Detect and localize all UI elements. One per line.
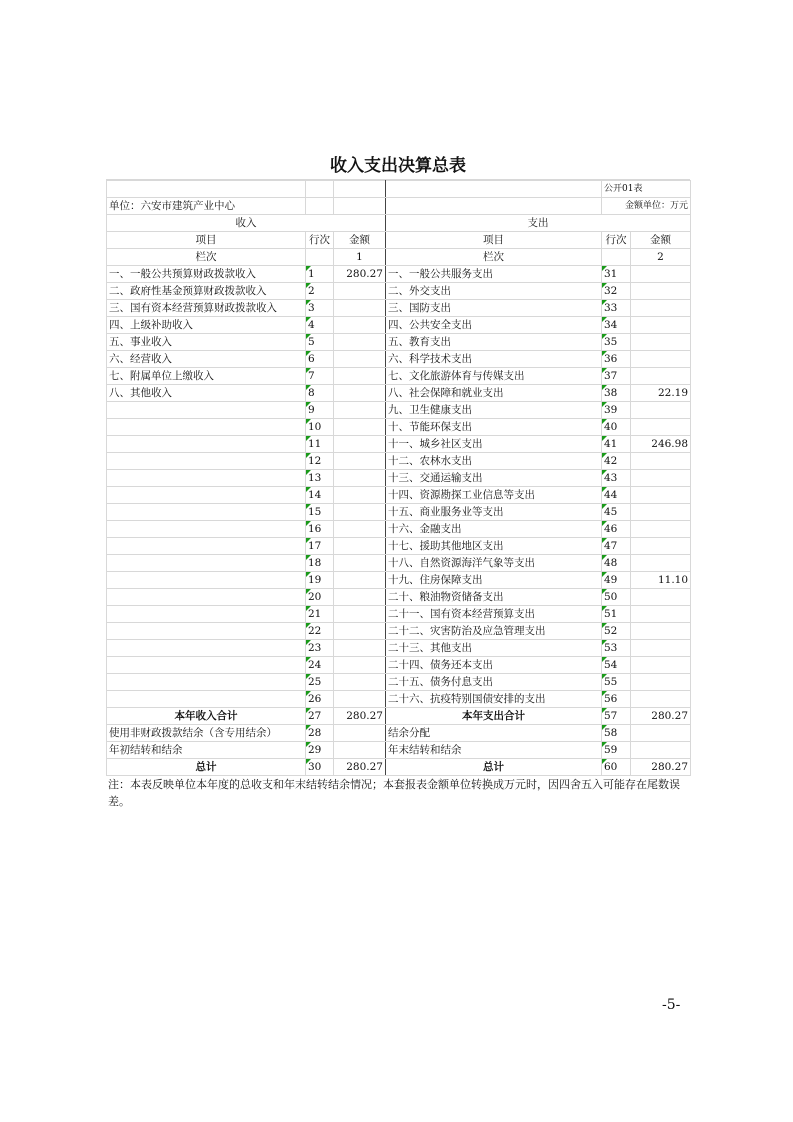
expense-amount	[631, 521, 691, 538]
expense-row-no: 36	[602, 351, 631, 368]
income-row-no: 11	[306, 436, 334, 453]
income-item	[107, 640, 306, 657]
income-row-no: 6	[306, 351, 334, 368]
table-row	[107, 572, 691, 589]
table-row	[107, 334, 691, 351]
expense-amount	[631, 368, 691, 385]
table-row	[107, 385, 691, 402]
expense-row-no: 40	[602, 419, 631, 436]
income-row-no: 24	[306, 657, 334, 674]
income-item: 六、经营收入	[107, 351, 306, 368]
table-row	[107, 521, 691, 538]
income-item	[107, 657, 306, 674]
expense-item: 三、国防支出	[386, 300, 602, 317]
expense-total-amount	[631, 725, 691, 742]
income-total-amount	[334, 742, 386, 759]
expense-amount	[631, 640, 691, 657]
income-amount	[334, 674, 386, 691]
expense-item: 十一、城乡社区支出	[386, 436, 602, 453]
income-item	[107, 623, 306, 640]
table-row	[107, 300, 691, 317]
expense-item: 六、科学技术支出	[386, 351, 602, 368]
income-amount	[334, 419, 386, 436]
expense-row-no: 39	[602, 402, 631, 419]
income-amount	[334, 317, 386, 334]
table-row	[107, 538, 691, 555]
expense-row-no: 47	[602, 538, 631, 555]
expense-item: 十八、自然资源海洋气象等支出	[386, 555, 602, 572]
expense-row-no: 50	[602, 589, 631, 606]
income-item	[107, 589, 306, 606]
expense-row-no-header: 行次	[602, 232, 631, 249]
expense-amount: 11.10	[631, 572, 691, 589]
expense-row-no: 37	[602, 368, 631, 385]
table-row	[107, 419, 691, 436]
income-row-no: 19	[306, 572, 334, 589]
income-amount	[334, 385, 386, 402]
total-row	[107, 759, 691, 776]
income-row-no: 12	[306, 453, 334, 470]
table-row	[107, 368, 691, 385]
income-row-no: 1	[306, 266, 334, 283]
expense-amount	[631, 674, 691, 691]
income-amount	[334, 351, 386, 368]
income-total-label: 本年收入合计	[107, 708, 306, 725]
income-total-label: 使用非财政拨款结余（含专用结余）	[107, 725, 306, 742]
total-row	[107, 725, 691, 742]
expense-item: 十、节能环保支出	[386, 419, 602, 436]
expense-amount	[631, 538, 691, 555]
form-code-row	[107, 181, 691, 198]
income-amount	[334, 436, 386, 453]
income-amount: 280.27	[334, 266, 386, 283]
column-index-row	[107, 249, 691, 266]
expense-amount	[631, 504, 691, 521]
table-row	[107, 487, 691, 504]
income-item	[107, 453, 306, 470]
income-row-no: 23	[306, 640, 334, 657]
income-amount	[334, 470, 386, 487]
unit-label: 单位：六安市建筑产业中心	[107, 198, 306, 215]
expense-row-no: 55	[602, 674, 631, 691]
income-row-no: 21	[306, 606, 334, 623]
income-amount	[334, 606, 386, 623]
income-item	[107, 674, 306, 691]
income-total-row-no: 29	[306, 742, 334, 759]
expense-total-amount: 280.27	[631, 708, 691, 725]
table-row	[107, 351, 691, 368]
expense-row-no: 31	[602, 266, 631, 283]
expense-item: 一、一般公共服务支出	[386, 266, 602, 283]
expense-item: 十三、交通运输支出	[386, 470, 602, 487]
expense-total-row-no: 60	[602, 759, 631, 776]
income-expense-table	[106, 180, 691, 776]
income-amount	[334, 283, 386, 300]
total-row	[107, 708, 691, 725]
expense-amount	[631, 334, 691, 351]
income-row-no: 15	[306, 504, 334, 521]
table-row	[107, 402, 691, 419]
expense-item: 九、卫生健康支出	[386, 402, 602, 419]
total-row	[107, 742, 691, 759]
expense-item: 七、文化旅游体育与传媒支出	[386, 368, 602, 385]
expense-item: 二十五、债务付息支出	[386, 674, 602, 691]
income-row-no: 8	[306, 385, 334, 402]
expense-row-no: 41	[602, 436, 631, 453]
expense-amount-header: 金额	[631, 232, 691, 249]
income-total-label: 总计	[107, 759, 306, 776]
expense-amount	[631, 470, 691, 487]
expense-item: 十七、援助其他地区支出	[386, 538, 602, 555]
expense-row-no: 44	[602, 487, 631, 504]
income-col-index: 1	[334, 249, 386, 266]
income-amount	[334, 334, 386, 351]
income-row-no: 13	[306, 470, 334, 487]
income-item: 七、附属单位上缴收入	[107, 368, 306, 385]
expense-row-no: 52	[602, 623, 631, 640]
expense-total-label: 总计	[386, 759, 602, 776]
expense-item: 二、外交支出	[386, 283, 602, 300]
table-row	[107, 555, 691, 572]
income-amount	[334, 589, 386, 606]
income-item: 五、事业收入	[107, 334, 306, 351]
income-item	[107, 691, 306, 708]
income-row-no: 25	[306, 674, 334, 691]
report-title: 收入支出决算总表	[106, 153, 690, 180]
amount-unit: 金额单位：万元	[602, 198, 691, 215]
income-row-no-header: 行次	[306, 232, 334, 249]
expense-total-amount: 280.27	[631, 759, 691, 776]
expense-item: 十四、资源勘探工业信息等支出	[386, 487, 602, 504]
table-row	[107, 674, 691, 691]
income-amount	[334, 555, 386, 572]
income-row-no: 4	[306, 317, 334, 334]
income-header: 收入	[107, 215, 386, 232]
income-item	[107, 419, 306, 436]
expense-row-no: 53	[602, 640, 631, 657]
income-amount	[334, 691, 386, 708]
income-row-no: 14	[306, 487, 334, 504]
expense-row-no: 43	[602, 470, 631, 487]
expense-item: 十二、农林水支出	[386, 453, 602, 470]
income-amount	[334, 504, 386, 521]
income-total-row-no: 30	[306, 759, 334, 776]
income-item	[107, 402, 306, 419]
expense-row-no: 51	[602, 606, 631, 623]
expense-amount: 22.19	[631, 385, 691, 402]
expense-row-no: 33	[602, 300, 631, 317]
income-item: 二、政府性基金预算财政拨款收入	[107, 283, 306, 300]
expense-row-no: 56	[602, 691, 631, 708]
income-row-no: 16	[306, 521, 334, 538]
income-item: 八、其他收入	[107, 385, 306, 402]
expense-item: 十九、住房保障支出	[386, 572, 602, 589]
income-amount	[334, 487, 386, 504]
income-row-no: 17	[306, 538, 334, 555]
income-row-no: 20	[306, 589, 334, 606]
income-amount	[334, 640, 386, 657]
income-item	[107, 521, 306, 538]
income-item: 三、国有资本经营预算财政拨款收入	[107, 300, 306, 317]
expense-amount	[631, 419, 691, 436]
table-row	[107, 657, 691, 674]
income-item-header: 项目	[107, 232, 306, 249]
income-item	[107, 606, 306, 623]
expense-amount: 246.98	[631, 436, 691, 453]
expense-item: 二十、粮油物资储备支出	[386, 589, 602, 606]
income-amount	[334, 402, 386, 419]
expense-amount	[631, 266, 691, 283]
income-row-no: 22	[306, 623, 334, 640]
income-amount	[334, 657, 386, 674]
income-row-no: 3	[306, 300, 334, 317]
income-row-no: 26	[306, 691, 334, 708]
page-number: -5-	[662, 997, 681, 1013]
report-sheet	[106, 153, 690, 810]
expense-item: 二十三、其他支出	[386, 640, 602, 657]
income-item	[107, 572, 306, 589]
table-row	[107, 623, 691, 640]
table-row	[107, 470, 691, 487]
expense-item: 八、社会保障和就业支出	[386, 385, 602, 402]
expense-row-no: 34	[602, 317, 631, 334]
expense-total-row-no: 58	[602, 725, 631, 742]
income-amount	[334, 572, 386, 589]
income-item	[107, 487, 306, 504]
income-amount	[334, 538, 386, 555]
income-item	[107, 504, 306, 521]
income-row-no: 10	[306, 419, 334, 436]
table-row	[107, 266, 691, 283]
income-row-no: 9	[306, 402, 334, 419]
table-row	[107, 606, 691, 623]
expense-amount	[631, 317, 691, 334]
expense-col-label: 栏次	[386, 249, 602, 266]
section-header-row	[107, 215, 691, 232]
expense-row-no: 45	[602, 504, 631, 521]
expense-amount	[631, 283, 691, 300]
expense-amount	[631, 487, 691, 504]
income-amount	[334, 521, 386, 538]
unit-row	[107, 198, 691, 215]
income-item	[107, 470, 306, 487]
expense-total-label: 年末结转和结余	[386, 742, 602, 759]
expense-item: 二十六、抗疫特别国债安排的支出	[386, 691, 602, 708]
expense-total-row-no: 57	[602, 708, 631, 725]
income-amount	[334, 300, 386, 317]
expense-item: 十六、金融支出	[386, 521, 602, 538]
table-row	[107, 436, 691, 453]
income-item: 四、上级补助收入	[107, 317, 306, 334]
income-item	[107, 555, 306, 572]
expense-item: 十五、商业服务业等支出	[386, 504, 602, 521]
expense-item: 二十二、灾害防治及应急管理支出	[386, 623, 602, 640]
income-amount	[334, 623, 386, 640]
expense-item: 二十一、国有资本经营预算支出	[386, 606, 602, 623]
expense-item: 五、教育支出	[386, 334, 602, 351]
expense-col-index: 2	[631, 249, 691, 266]
table-row	[107, 453, 691, 470]
expense-row-no: 38	[602, 385, 631, 402]
income-total-amount: 280.27	[334, 708, 386, 725]
expense-amount	[631, 453, 691, 470]
income-total-row-no: 27	[306, 708, 334, 725]
expense-amount	[631, 402, 691, 419]
expense-amount	[631, 351, 691, 368]
income-total-label: 年初结转和结余	[107, 742, 306, 759]
income-col-label: 栏次	[107, 249, 306, 266]
expense-amount	[631, 555, 691, 572]
expense-item-header: 项目	[386, 232, 602, 249]
expense-row-no: 46	[602, 521, 631, 538]
expense-header: 支出	[386, 215, 691, 232]
expense-amount	[631, 623, 691, 640]
income-total-amount	[334, 725, 386, 742]
footnote: 注：本表反映单位本年度的总收支和年末结转结余情况；本套报表金额单位转换成万元时，因四舍五入可能存在尾数误差。	[108, 778, 680, 808]
expense-row-no: 42	[602, 453, 631, 470]
income-item	[107, 538, 306, 555]
expense-row-no: 49	[602, 572, 631, 589]
column-header-row	[107, 232, 691, 249]
income-amount-header: 金额	[334, 232, 386, 249]
income-row-no: 5	[306, 334, 334, 351]
expense-total-row-no: 59	[602, 742, 631, 759]
expense-amount	[631, 606, 691, 623]
table-row	[107, 640, 691, 657]
expense-amount	[631, 300, 691, 317]
expense-total-label: 本年支出合计	[386, 708, 602, 725]
income-amount	[334, 453, 386, 470]
income-total-amount: 280.27	[334, 759, 386, 776]
table-row	[107, 283, 691, 300]
table-row	[107, 504, 691, 521]
table-row	[107, 317, 691, 334]
expense-row-no: 35	[602, 334, 631, 351]
income-row-no: 2	[306, 283, 334, 300]
expense-amount	[631, 589, 691, 606]
expense-amount	[631, 691, 691, 708]
income-row-no: 7	[306, 368, 334, 385]
table-row	[107, 691, 691, 708]
expense-amount	[631, 657, 691, 674]
expense-item: 二十四、债务还本支出	[386, 657, 602, 674]
expense-row-no: 32	[602, 283, 631, 300]
income-item: 一、一般公共预算财政拨款收入	[107, 266, 306, 283]
expense-row-no: 54	[602, 657, 631, 674]
form-code: 公开01表	[602, 181, 691, 198]
income-total-row-no: 28	[306, 725, 334, 742]
income-amount	[334, 368, 386, 385]
expense-item: 四、公共安全支出	[386, 317, 602, 334]
income-item	[107, 436, 306, 453]
expense-row-no: 48	[602, 555, 631, 572]
table-row	[107, 589, 691, 606]
expense-total-label: 结余分配	[386, 725, 602, 742]
expense-total-amount	[631, 742, 691, 759]
income-row-no: 18	[306, 555, 334, 572]
